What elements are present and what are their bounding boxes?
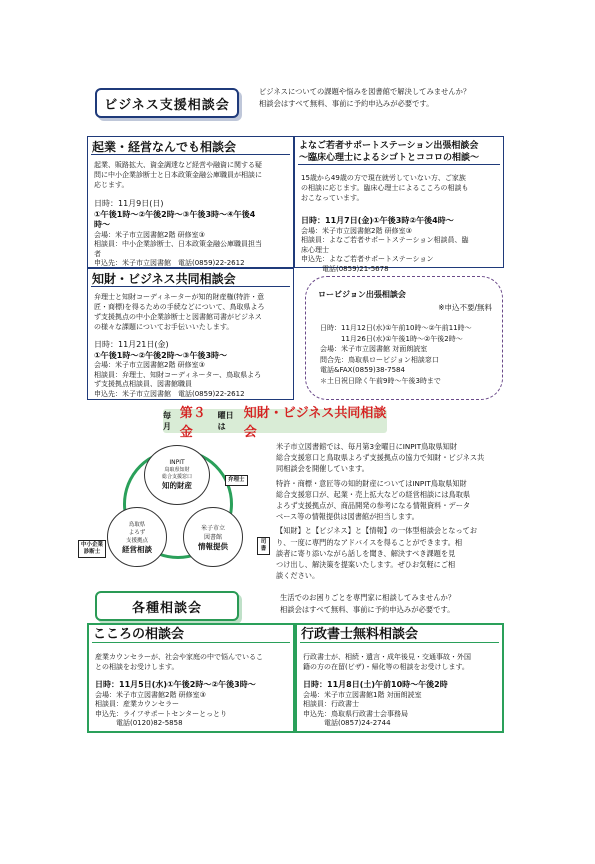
desc-line: 弁理士と知財コーディネーターが知的財産権(特許・意 xyxy=(94,293,265,301)
diagram-description xyxy=(276,441,516,584)
info-line: ＊土日祝日除く午前9時～午後3時まで xyxy=(320,376,441,385)
info-line: 問合先：鳥取県ロービジョン相談窓口 xyxy=(320,355,439,364)
intro-line: 生活でのお困りごとを専門家に相談してみませんか？ xyxy=(280,593,456,602)
info-line: 申込先：米子市立図書館 電話(0859)22-2612 xyxy=(94,259,245,267)
text-line: 総合支援窓口が、起業・売上拡大などの経営相談には鳥取県 xyxy=(276,489,471,499)
info-line: 日時：11月12日(水)①午前10時～②午前11時～ xyxy=(320,324,472,332)
box-info xyxy=(88,332,293,399)
info-line: 会場：米子市立図書館2階 研修室③ xyxy=(94,361,205,369)
banner-highlight: 第３金 xyxy=(179,406,206,440)
box-description xyxy=(297,643,502,672)
info-line: 電話&FAX(0859)38-7584 xyxy=(320,366,405,374)
text-line: 【知財】と【ビジネス】と【情報】の一体型相談会となってお xyxy=(276,526,478,536)
section-title-various: 各種相談会 xyxy=(95,591,239,621)
text-line: 総合支援窓口と鳥取県よろず支援拠点の協力で知財・ビジネス共 xyxy=(276,453,485,463)
info-line: 者 xyxy=(94,249,101,258)
circle-text: よろず xyxy=(128,529,146,536)
box-info xyxy=(88,190,293,269)
desc-line: 応じます。 xyxy=(94,181,129,189)
box-description xyxy=(88,287,293,332)
info-line: 相談員：弁理士、知財コーディネーター、鳥取県よろ xyxy=(94,370,262,379)
date-line: 日時：11月7日(金)①午後3時②午後4時～ xyxy=(301,216,454,225)
circle-ip xyxy=(144,445,210,505)
consult-box-low-vision xyxy=(305,276,503,400)
text-line: 談ください。 xyxy=(276,571,320,581)
banner-mid: 曜日は xyxy=(217,411,234,431)
banner-main: 知財・ビジネス共同相談会 xyxy=(243,406,387,440)
info-line: 相談員：中小企業診断士、日本政策金融公庫職員担当 xyxy=(94,240,262,248)
monthly-banner xyxy=(163,406,387,440)
box-subtitle: ～臨床心理士によるシゴトとココロの相談～ xyxy=(299,153,480,163)
circle-text: 知的財産 xyxy=(162,481,192,490)
desc-line: 起業、販路拡大、資金調達など経営や融資に関する疑 xyxy=(94,161,262,169)
consult-box-youth-support xyxy=(294,136,504,273)
info-line: 会場：米子市立図書館2階 研修室③ xyxy=(94,230,205,239)
text-line: 談者に寄り添いながら話しを聞き、解決すべき課題を見 xyxy=(276,548,456,558)
desc-line: の様々な課題についてお手伝いいたします。 xyxy=(94,323,234,331)
info-line: 相談員：行政書士 xyxy=(303,700,359,708)
desc-line: 問に中小企業診断士と日本政策金融公庫職員が相談に xyxy=(94,171,262,179)
date-line: 日時：11月21日(金) xyxy=(94,340,169,349)
intro-line: 相談会はすべて無料、事前に予約申込みが必要です。 xyxy=(280,605,455,614)
info-line: 相談員：産業カウンセラー xyxy=(95,700,179,708)
consult-box-legal-scrivener xyxy=(295,623,504,733)
box-title: ロービジョン出張相談会 xyxy=(318,290,406,299)
cooperation-diagram xyxy=(80,445,270,575)
text-line: り、一度に専門的なアドバイスを得ることができます。相 xyxy=(276,537,463,547)
info-line: 電話(0120)82-5858 xyxy=(95,719,183,727)
section-intro-business xyxy=(259,86,470,110)
info-line: 相談員：よなご若者サポートステーション相談員、臨 xyxy=(301,236,469,244)
circle-management xyxy=(107,507,167,567)
section-intro-various xyxy=(280,592,455,616)
date-line: 時～ xyxy=(94,220,110,229)
box-description xyxy=(89,643,293,672)
circle-text: INPIT xyxy=(169,459,185,466)
text-line: ベース等の情報提供は図書館が担当します。 xyxy=(276,512,419,522)
circle-text: 情報提供 xyxy=(198,541,228,551)
intro-line: ビジネスについての課題や悩みを図書館で解決してみませんか？ xyxy=(259,87,471,96)
intro-line: 相談会はすべて無料、事前に予約申込みが必要です。 xyxy=(259,99,434,108)
tag-patent-attorney: 弁理士 xyxy=(225,475,248,486)
desc-line: 籍の方の在留(ビザ)・帰化等の相談をお受けします。 xyxy=(303,663,469,671)
date-line: 日時：11月9日(日) xyxy=(94,199,164,208)
info-line: 会場：米子市立図書館1階 対面朗読室 xyxy=(303,690,422,699)
circle-text: 支援拠点 xyxy=(125,537,148,544)
date-line: 日時：11月5日(水)①午後2時～②午後3時～ xyxy=(95,680,256,689)
box-description xyxy=(88,155,293,190)
info-line: 会場：米子市立図書館 対面朗読室 xyxy=(320,345,428,353)
info-line: ず支援拠点相談員、図書館職員 xyxy=(94,380,192,388)
info-line: 申込先：鳥取県行政書士会事務局 xyxy=(303,709,408,718)
box-info xyxy=(306,313,502,386)
circle-text: 経営相談 xyxy=(122,544,152,554)
box-info xyxy=(89,672,293,729)
tag-librarian: 司書 xyxy=(257,537,270,555)
paragraph xyxy=(276,441,516,475)
desc-line: との相談をお受けします。 xyxy=(95,663,179,671)
box-title: こころの相談会 xyxy=(93,627,185,642)
date-line: ①午後1時～②午後2時～③午後3時～ xyxy=(94,350,228,360)
text-line: 特許・商標・意匠等の知的財産についてはINPIT鳥取県知財 xyxy=(276,478,467,488)
desc-line: ず支援拠点の中小企業診断士と図書館司書がビジネス xyxy=(94,313,262,321)
text-line: 同相談会を開催しています。 xyxy=(276,464,369,474)
info-line: 11月26日(水)①午後1時～②午後2時～ xyxy=(320,334,463,343)
box-title: 知財・ビジネス共同相談会 xyxy=(92,272,236,286)
desc-line: 15歳から49歳の方で現在就労していない方、ご家族 xyxy=(301,174,466,182)
tag-sme-consultant xyxy=(78,540,106,558)
date-line: 日時：11月8日(土)午前10時～午後2時 xyxy=(303,680,448,689)
circle-text: 米子市立 xyxy=(200,524,225,532)
paragraph xyxy=(276,478,516,523)
desc-line: 産業カウンセラーが、社会や家庭の中で悩んでいるこ xyxy=(95,653,263,661)
section-title-business: ビジネス支援相談会 xyxy=(95,88,239,118)
circle-text: 総合支援窓口 xyxy=(161,474,192,480)
desc-line: 行政書士が、相続・遺言・成年後見・交通事故・外国 xyxy=(303,653,471,661)
info-line: 会場：米子市立図書館2階 研修室③ xyxy=(95,690,206,699)
circle-text: 鳥取県 xyxy=(128,521,146,528)
desc-line: 匠・商標)を得るための手続などについて、鳥取県よろ xyxy=(94,303,265,311)
consult-box-mental xyxy=(87,623,295,733)
circle-library xyxy=(183,507,243,567)
tag-text: 中小企業 xyxy=(81,542,104,548)
box-title: よなご若者サポートステーション出張相談会 xyxy=(299,141,479,151)
box-description xyxy=(295,165,503,203)
box-note: ※申込不要/無料 xyxy=(438,303,492,312)
info-line: 床心理士 xyxy=(301,245,329,254)
box-title: 起業・経営なんでも相談会 xyxy=(92,140,237,154)
desc-line: の相談に応じます。臨床心理士によるこころの相談も xyxy=(301,184,469,192)
info-line: 申込先：よなご若者サポートステーション xyxy=(301,255,434,263)
box-info xyxy=(297,672,502,729)
box-info xyxy=(295,203,503,274)
circle-text: 鳥取県知財 xyxy=(164,467,190,473)
desc-line: おこなっています。 xyxy=(301,194,364,202)
date-line: ①午後1時～②午後2時～③午後3時～④午後4 xyxy=(94,209,256,219)
text-line: つけ出し、解決策を提案いたします。ぜひお気軽にご相 xyxy=(276,560,456,570)
text-line: よろず支援拠点が、商品開発の参考になる情報資料・データ xyxy=(276,501,471,511)
circle-text: 図書館 xyxy=(203,533,222,541)
text-line: 米子市立図書館では、毎月第3金曜日にINPIT鳥取県知財 xyxy=(276,442,458,451)
tag-text: 診断士 xyxy=(83,549,101,555)
info-line: 申込先：ライフサポートセンターとっとり xyxy=(95,709,227,718)
info-line: 電話(0859)21-5678 xyxy=(301,264,389,273)
box-title: 行政書士無料相談会 xyxy=(301,627,419,642)
paragraph xyxy=(276,525,516,581)
info-line: 電話(0857)24-2744 xyxy=(303,719,391,727)
consult-box-startup xyxy=(87,136,294,268)
banner-pre: 毎月 xyxy=(163,411,171,431)
consult-box-ip-business xyxy=(87,268,294,400)
info-line: 申込先：米子市立図書館 電話(0859)22-2612 xyxy=(94,389,245,398)
info-line: 会場：米子市立図書館2階 研修室③ xyxy=(301,226,412,235)
